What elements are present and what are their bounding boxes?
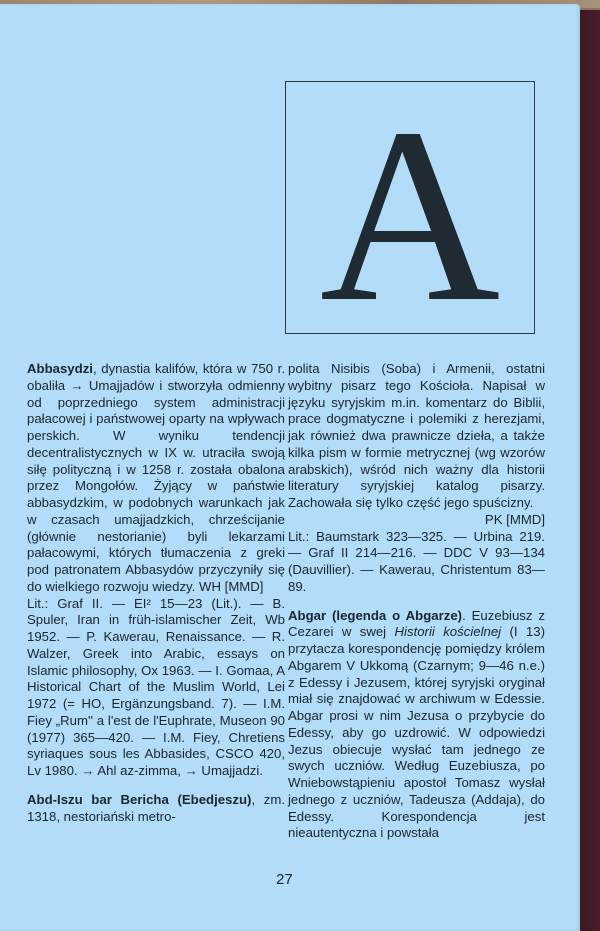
page-number: 27 xyxy=(276,871,293,888)
section-letter: A xyxy=(319,76,501,354)
section-letter-box xyxy=(285,76,535,354)
literature: Lit.: Baumstark 323—325. — Urbina 219. — Graf II 214—216. — DDC V 93—134 (Dauvillier). — Kawerau, Christentum 83—89. xyxy=(288,528,545,594)
entry-body: , dynastia kalifów, która w 750 r. obaliła → Umajjadów i stworzyła odmienny od poprzedniego system administracji pałacowej i państwowej oparty na wpływach perskich. W wyniku tendencji decentralistycznych w IX w. utraciła swoją siłę polityczną i w 1258 r. została obalona przez Mongołów. Żyjący w państwie abbasydzkim, w podobnych warunkach jak w czasach umajjadzkich, chrześcijanie (głównie nestorianie) byli lekarzami pałacowymi, których tłumaczenia z greki pod patronatem Abbasydów przyczyniły się do wielkiego rozwoju wiedzy. xyxy=(27,361,285,594)
entry-abgar xyxy=(288,608,545,843)
entry-abbasydzi xyxy=(27,361,285,780)
book-title: Historii kościelnej xyxy=(394,624,502,640)
entry-abd-iszu-continued xyxy=(288,361,545,596)
headword: Abd-Iszu bar Bericha (Ebedjeszu) xyxy=(27,791,252,807)
author-signature: PK [MMD] xyxy=(484,511,545,527)
entry-body: polita Nisibis (Soba) i Armenii, ostatni wybitny pisarz tego Kościoła. Napisał w języku syryjskim m.in. komentarz do Biblii, prace dogmatyczne i polemiki z herezjami, jak również dwa prawnicze dzieła, a także kilka pism w formie metrycznej (wg wzorów arabskich), wśród nich ważny dla historii literatury syryjskiej katalog pisarzy. Zachowała się tylko część jego spuścizny. xyxy=(288,361,545,510)
entry-body: , zm. 1318, nestoriański metro- xyxy=(27,791,286,824)
book-cover-edge xyxy=(578,10,600,931)
entry-abd-iszu xyxy=(27,792,285,826)
literature: Lit.: Graf II. — EI² 15—23 (Lit.). — B. Spuler, Iran in früh-islamischer Zeit, Wb 1952. — P. Kawerau, Renaissance. — R. Walzer, Greek into Arabic, essays on Islamic philosophy, Ox 1963. — I. Gomaa, A Historical Chart of the Muslim World, Lei 1972 (= HO, Ergänzungsband. 7). — I.M. Fiey „Rum'' a l'est de l'Euphrate, Museon 90 (1977) 365—420. — I.M. Fiey, Chretiens syriaques sous les Abbasides, CSCO 420, Lv 1980. → Ahl az-zimma, → Umajjadzi. xyxy=(27,595,285,778)
left-column xyxy=(27,361,285,837)
author-signature: WH [MMD] xyxy=(199,578,264,594)
entry-body: . Euzebiusz z Cezarei w swej xyxy=(288,607,545,640)
headword: Abbasydzi xyxy=(27,361,93,376)
right-column xyxy=(288,361,545,854)
headword: Abgar (legenda o Abgarze) xyxy=(288,607,463,623)
entry-body: (I 13) przytacza korespondencję pomiędzy królem Abgarem V Ukkomą (Czarnym; 9—46 n.e.) z Edessy i Jezusem, której syryjski oryginał miał się znajdować w archiwum w Edessie. Abgar prosi w nim Jezusa o przybycie do Edessy, aby go uzdrowić. W odpowiedzi Jezus obiecuje wysłać tam jednego ze swych uczniów. Według Euzebiusza, po Wniebowstąpieniu apostoł Tomasz wysłał jednego z uczniów, Tadeusza (Addaja), do Edessy. Korespondencja jest nieautentyczna i powstała xyxy=(288,624,545,841)
